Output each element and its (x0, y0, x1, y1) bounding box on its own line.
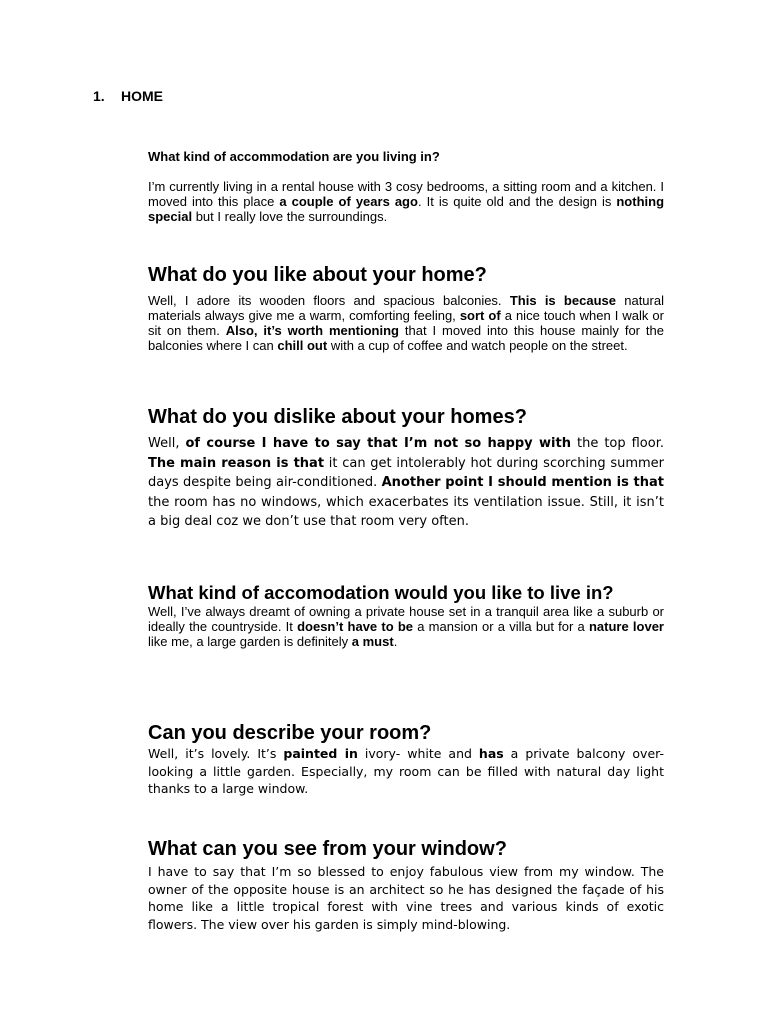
answer-3 (148, 434, 664, 532)
answer-text: . It is quite old and the design is (417, 194, 617, 209)
answer-text: a nice touch when I walk or sit on them. (148, 308, 664, 338)
question-2: What do you like about your home? (148, 264, 487, 286)
answer-text: . (393, 634, 398, 649)
section-number: 1. (93, 88, 105, 104)
question-6: What can you see from your window? (148, 838, 507, 860)
answer-key-phrase: of course I have to say that I’m not so happy with (185, 436, 571, 451)
question-1: What kind of accommodation are you living in? (148, 149, 440, 164)
qa-block-3 (148, 406, 664, 532)
answer-key-phrase: chill out (277, 338, 328, 353)
answer-text: I’m currently living in a rental house with 3 cosy bedrooms, a sitting room and a kitchen. I moved into this place (148, 179, 664, 209)
answer-text: Well, I adore its wooden floors and spacious balconies. (148, 293, 510, 308)
question-5: Can you describe your room? (148, 722, 432, 744)
answer-text: with a cup of coffee and watch people on the street. (327, 338, 628, 353)
answer-text: ivory- white and (357, 746, 479, 761)
answer-key-phrase: has (478, 746, 504, 761)
answer-key-phrase: Another point I should mention is that (381, 475, 664, 490)
section-heading (93, 88, 163, 104)
answer-text: the top floor. (570, 436, 664, 451)
answer-5 (148, 745, 664, 798)
answer-key-phrase: sort of (459, 308, 501, 323)
answer-6 (148, 863, 664, 933)
answer-key-phrase: painted in (283, 746, 358, 761)
section-title: HOME (121, 88, 163, 104)
answer-text: the room has no windows, which exacerbates its ventilation issue. Still, it isn’t a big deal coz we don’t use that room very often. (148, 494, 664, 529)
question-3: What do you dislike about your homes? (148, 406, 527, 428)
answer-key-phrase: This is because (509, 293, 616, 308)
answer-text: it can get intolerably hot during scorching summer days despite being air-conditioned. (148, 455, 664, 490)
answer-4 (148, 604, 664, 649)
answer-1 (148, 179, 664, 224)
answer-text: a mansion or a villa but for a (413, 619, 589, 634)
answer-key-phrase: doesn’t have to be (297, 619, 414, 634)
answer-text: a private balcony over-looking a little garden. Especially, my room can be filled with natural day light thanks to a large window. (148, 746, 664, 796)
answer-key-phrase: nature lover (588, 619, 664, 634)
answer-text: like me, a large garden is definitely (148, 634, 352, 649)
answer-text: Well, I’ve always dreamt of owning a private house set in a tranquil area like a suburb or ideally the countryside. It (148, 604, 664, 634)
answer-text: Well, it’s lovely. It’s (148, 746, 284, 761)
answer-text: that I moved into this house mainly for the balconies where I can (148, 323, 664, 353)
answer-text: Well, (148, 436, 186, 451)
answer-key-phrase: a must (351, 634, 394, 649)
answer-2 (148, 293, 664, 353)
answer-key-phrase: a couple of years ago (279, 194, 418, 209)
question-4: What kind of accomodation would you like to live in? (148, 582, 614, 603)
answer-key-phrase: The main reason is that (148, 455, 325, 471)
qa-block-5 (148, 722, 664, 798)
answer-key-phrase: nothing special (148, 194, 665, 224)
answer-text: I have to say that I’m so blessed to enjoy fabulous view from my window. The owner of the opposite house is an architect so he has designed the façade of his home like a little tropical forest with vine trees and various kinds of exotic flowers. The view over his garden is simply mind-blowing. (148, 864, 664, 932)
qa-block-4 (148, 581, 674, 649)
qa-block-6 (148, 838, 664, 933)
answer-text: natural materials always give me a warm, comforting feeling, (148, 293, 664, 323)
qa-block-2 (148, 264, 664, 353)
answer-text: but I really love the surroundings. (192, 209, 388, 224)
answer-key-phrase: Also, it’s worth mentioning (225, 323, 399, 338)
qa-block-1 (148, 149, 664, 224)
